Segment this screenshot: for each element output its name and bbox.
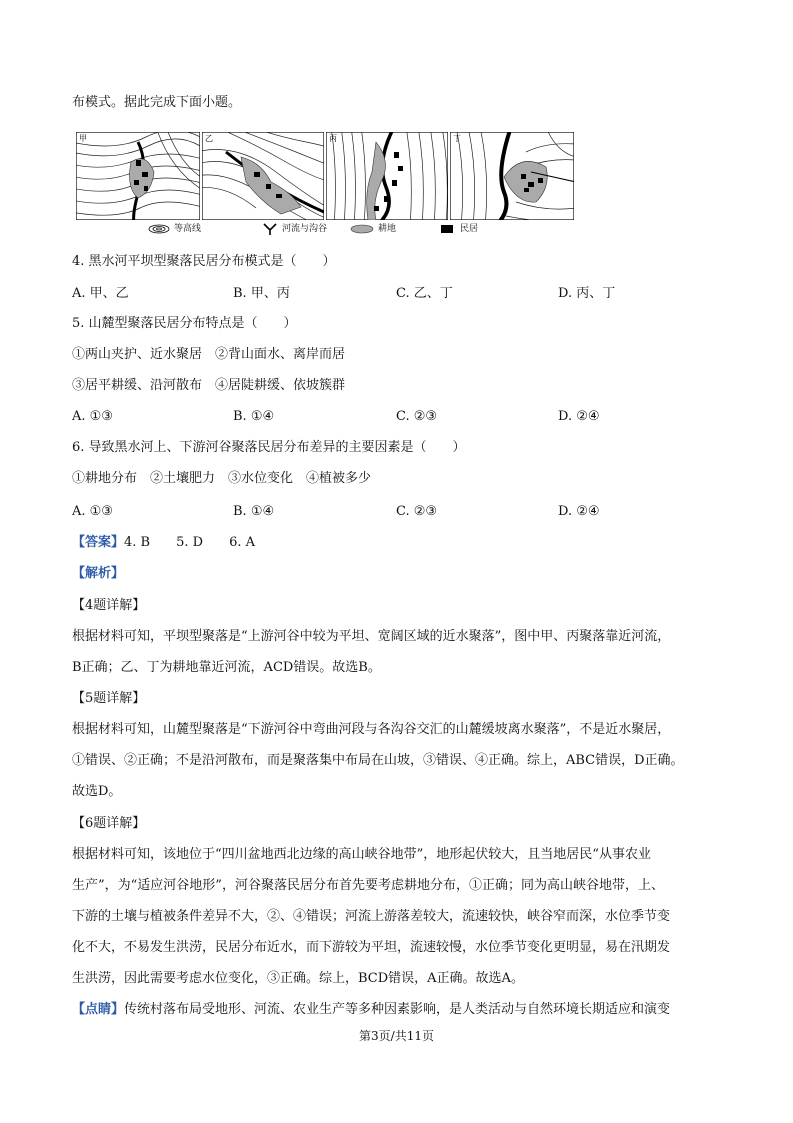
dianjing-line: [72, 1001, 670, 1019]
q6-items: ①耕地分布 ②土壤肥力 ③水位变化 ④植被多少: [72, 471, 372, 486]
q5-option-a: A. ①③: [72, 409, 113, 424]
dianjing-text: 传统村落布局受地形、河流、农业生产等多种因素影响，是人类活动与自然环境长期适应和演变: [124, 1002, 671, 1017]
d6-title: 【6题详解】: [72, 816, 146, 831]
map-panel-yi: [196, 132, 336, 224]
legend-farmland: [350, 222, 396, 236]
page-footer: 第3页/共11页: [359, 1029, 434, 1043]
dwelling-icon: [440, 224, 456, 234]
contour-icon: [148, 224, 170, 234]
q5-items-2: ③居平耕缓、沿河散布 ④居陡耕缓、依坡簇群: [72, 378, 346, 393]
d4-line-1: 根据材料可知，平坝型聚落是“上游河谷中较为平坦、宽阔区域的近水聚落”，图中甲、丙聚落靠近河流，: [72, 629, 671, 644]
d6-line-3: 下游的土壤与植被条件差异不大，②、④错误；河流上游落差较大，流速较快，峡谷窄而深，水位季节变: [72, 909, 671, 924]
map-panel-bing: [326, 132, 448, 224]
q5-stem: 5. 山麓型聚落民居分布特点是（ ）: [72, 316, 297, 331]
q4-option-c: C. 乙、丁: [396, 286, 453, 301]
map-panel-jia: [76, 132, 206, 224]
q6-option-a: A. ①③: [72, 504, 113, 519]
legend-contour: [148, 222, 201, 236]
q4-option-b: B. 甲、丙: [233, 286, 290, 301]
q5-option-c: C. ②③: [396, 409, 438, 424]
legend-label: 民居: [460, 224, 479, 234]
dianjing-tag: 【点睛】: [72, 1002, 125, 1017]
d5-line-3: 故选D。: [72, 784, 122, 799]
d5-line-2: ①错误、②正确；不是沿河散布，而是聚落集中布局在山坡，③错误、④正确。综上，ABC错误，D正确。: [72, 753, 684, 768]
d5-line-1: 根据材料可知，山麓型聚落是“下游河谷中弯曲河段与各沟谷交汇的山麓缓坡离水聚落”，不是近水聚居，: [72, 722, 671, 737]
d6-line-4: 化不大，不易发生洪涝，民居分布近水，而下游较为平坦，流速较慢，水位季节变化更明显，易在汛期发: [72, 940, 671, 955]
q6-option-b: B. ①④: [233, 504, 275, 519]
map-panel-ding: [450, 132, 576, 224]
d4-line-2: B正确；乙、丁为耕地靠近河流，ACD错误。故选B。: [72, 660, 381, 675]
farmland-icon: [350, 224, 374, 234]
q4-option-a: A. 甲、乙: [72, 286, 129, 301]
panel-label-yi: 乙: [205, 134, 213, 143]
intro-text: 布模式。据此完成下面小题。: [72, 95, 242, 110]
answer-tag: 【答案】: [72, 535, 125, 550]
legend-label: 等高线: [174, 224, 202, 234]
d6-line-2: 生产”，为“适应河谷地形”，河谷聚落民居分布首先要考虑耕地分布，①正确；同为高山峡谷地带，上、: [72, 878, 664, 893]
analysis-tag: 【解析】: [72, 566, 125, 581]
q6-option-c: C. ②③: [396, 504, 438, 519]
panel-label-ding: 丁: [453, 134, 461, 143]
settlement-maps-figure: [76, 132, 576, 224]
legend-dwelling: [440, 222, 478, 236]
q5-items-1: ①两山夹护、近水聚居 ②背山面水、离岸而居: [72, 347, 346, 362]
q4-stem: 4. 黑水河平坝型聚落民居分布模式是（ ）: [72, 254, 336, 269]
q5-option-d: D. ②④: [558, 409, 600, 424]
d6-line-5: 生洪涝，因此需要考虑水位变化，③正确。综上，BCD错误，A正确。故选A。: [72, 971, 524, 986]
answer-line: [72, 534, 255, 552]
legend-label: 河流与沟谷: [282, 224, 328, 234]
legend-label: 耕地: [378, 224, 397, 234]
q5-option-b: B. ①④: [233, 409, 275, 424]
q6-option-d: D. ②④: [558, 504, 600, 519]
q6-stem: 6. 导致黑水河上、下游河谷聚落民居分布差异的主要因素是（ ）: [72, 440, 466, 455]
q4-option-d: D. 丙、丁: [558, 286, 616, 301]
river-icon: [262, 223, 278, 235]
panel-label-jia: 甲: [79, 134, 87, 143]
d6-line-1: 根据材料可知，该地位于“四川盆地西北边缘的高山峡谷地带”，地形起伏较大，且当地居民“从事农业: [72, 847, 651, 862]
answer-text: 4. B 5. D 6. A: [124, 535, 255, 550]
d4-title: 【4题详解】: [72, 598, 146, 613]
d5-title: 【5题详解】: [72, 691, 146, 706]
panel-label-bing: 丙: [329, 134, 337, 143]
legend-river: [262, 222, 327, 236]
